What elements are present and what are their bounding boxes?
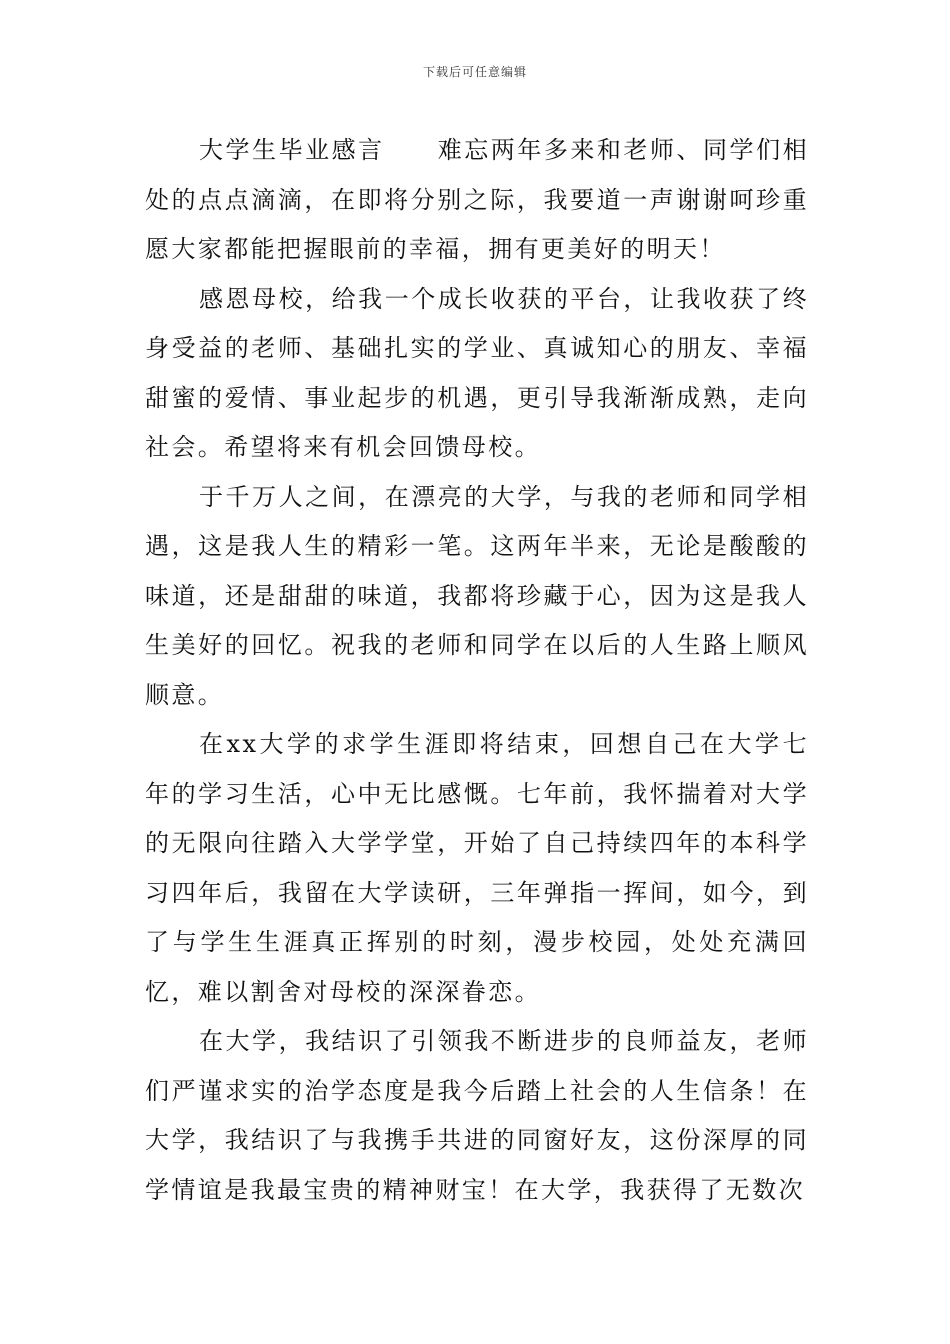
paragraph-1: 大学生毕业感言 难忘两年多来和老师、同学们相处的点点滴滴，在即将分别之际，我要道一声谢谢呵珍重愿大家都能把握眼前的幸福，拥有更美好的明天！ <box>145 136 809 263</box>
paragraph-5: 在大学，我结识了引领我不断进步的良师益友，老师们严谨求实的治学态度是我今后踏上社会的人生信条！在大学，我结识了与我携手共进的同窗好友，这份深厚的同学情谊是我最宝贵的精神财宝！在大学，我获得了无数次 <box>145 1027 809 1204</box>
paragraph-4: 在xx大学的求学生涯即将结束，回想自己在大学七年的学习生活，心中无比感慨。七年前，我怀揣着对大学的无限向往踏入大学学堂，开始了自己持续四年的本科学习四年后，我留在大学读研，三年弹指一挥间，如今，到了与学生生涯真正挥别的时刻，漫步校园，处处充满回忆，难以割舍对母校的深深眷恋。 <box>145 730 809 1006</box>
page-header: 下载后可任意编辑 <box>422 65 527 79</box>
paragraph-2: 感恩母校，给我一个成长收获的平台，让我收获了终身受益的老师、基础扎实的学业、真诚知心的朋友、幸福甜蜜的爱情、事业起步的机遇，更引导我渐渐成熟，走向社会。希望将来有机会回馈母校。 <box>145 284 809 461</box>
paragraph-3: 于千万人之间，在漂亮的大学，与我的老师和同学相遇，这是我人生的精彩一笔。这两年半来，无论是酸酸的味道，还是甜甜的味道，我都将珍藏于心，因为这是我人生美好的回忆。祝我的老师和同学在以后的人生路上顺风顺意。 <box>145 482 809 709</box>
document-body <box>145 126 809 1215</box>
